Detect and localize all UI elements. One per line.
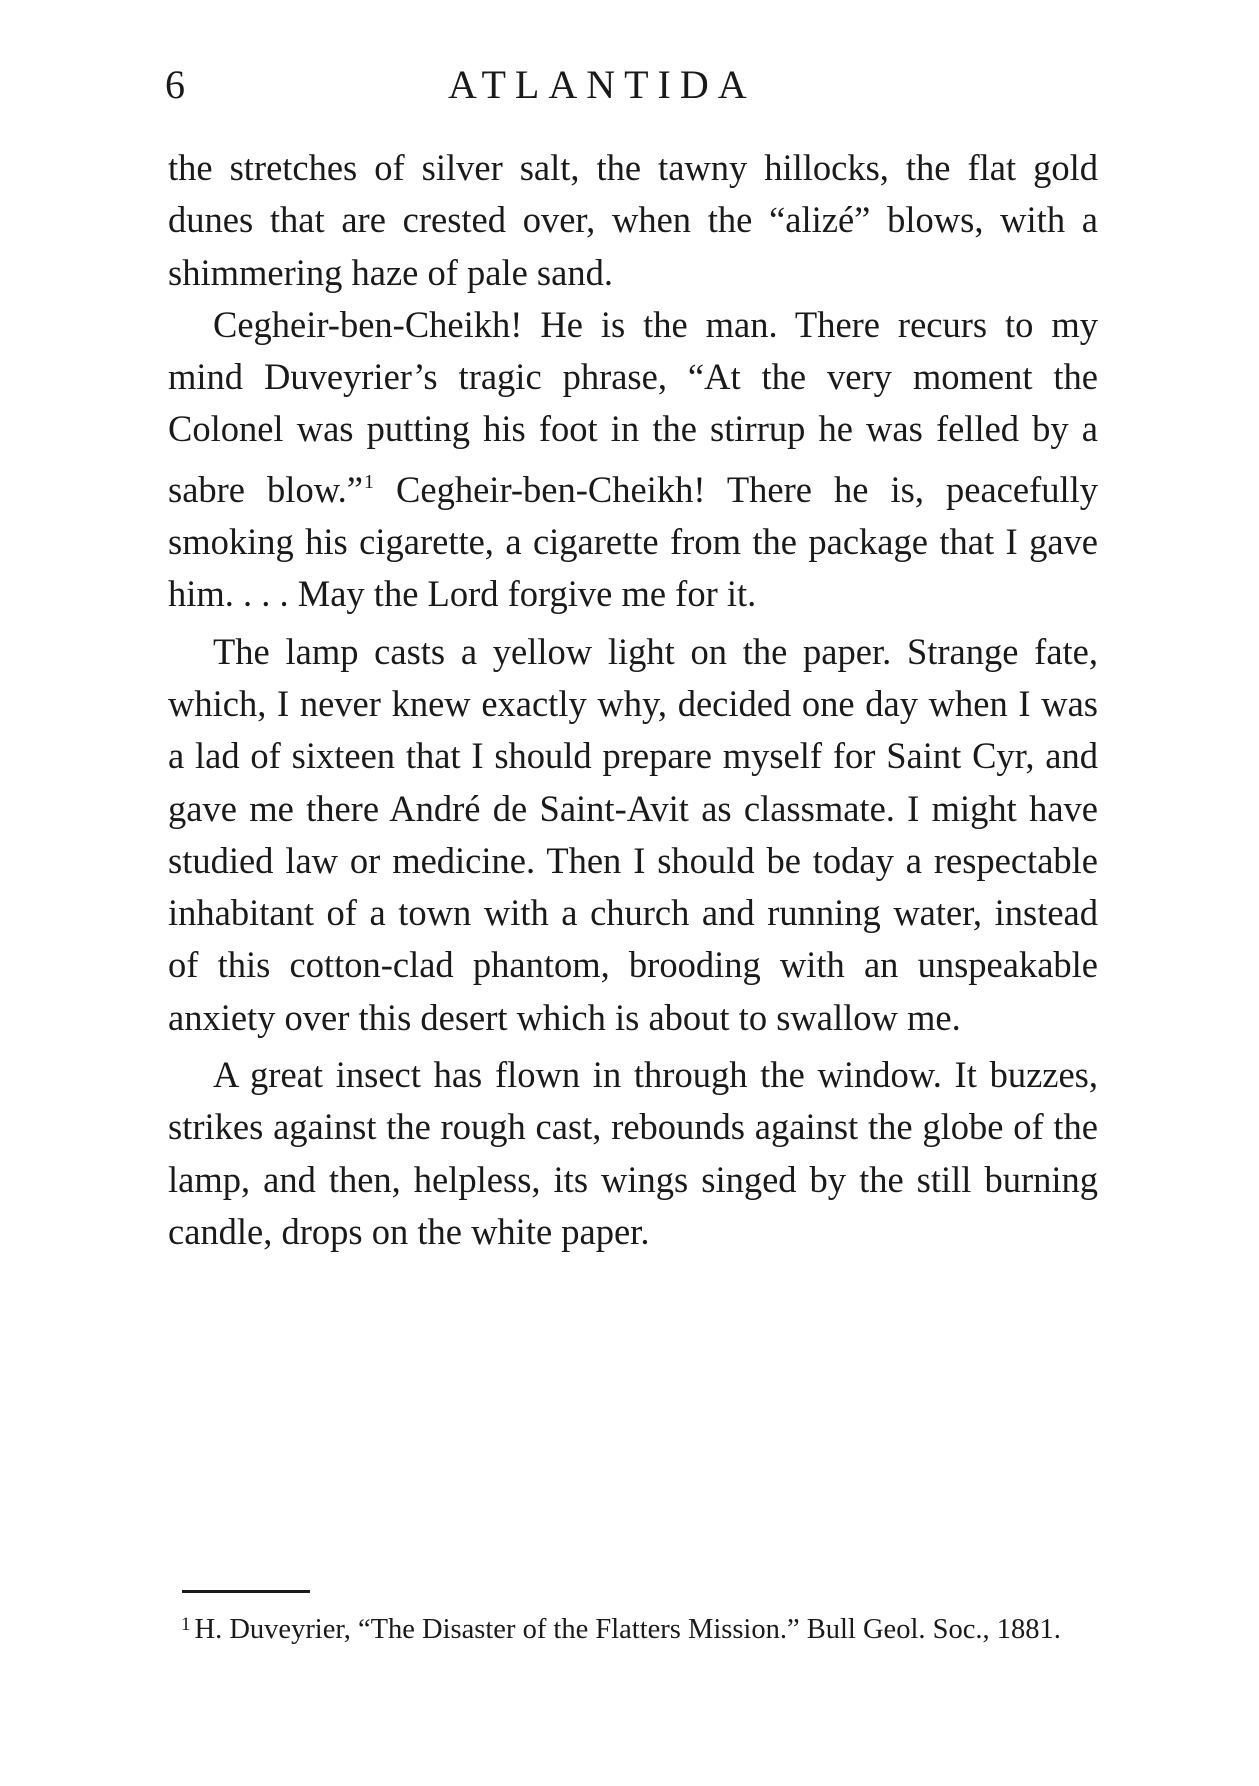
paragraph: A great insect has flown in through the window. It buzzes, strikes against the rough cast, rebounds against the globe of the lamp, and then, helpless, its wings singed by the still burning candle, drops on the white paper. — [168, 1054, 1098, 1252]
paragraph-text: Cegheir-ben-Cheikh! He is the man. There recurs to my mind Duveyrier’s tragic phrase, “At the very moment the Colonel was putting his foot in the stirrup he was felled by a sabre blow.” — [168, 303, 1098, 510]
running-title: ATLANTIDA — [448, 62, 756, 107]
page-number: 6 — [165, 62, 186, 107]
footnote-divider — [182, 1590, 310, 1593]
paragraph-text: Cegheir-ben-Cheikh! There he is, peacefully smoking his cigarette, a cigarette from the package that I gave him. . . . May the Lord forgive me for it. — [168, 468, 1099, 615]
footnote-marker: 1 — [181, 1614, 191, 1635]
page-header — [165, 55, 1100, 115]
footnote — [181, 1603, 1097, 1651]
paragraph: The lamp casts a yellow light on the paper. Strange fate, which, I never knew exactly why, decided one day when I was a lad of sixteen that I should prepare myself for Saint Cyr, and gave me there André de Saint-Avit as classmate. I might have studied law or medicine. Then I should be today a respectable inhabitant of a town with a church and running water, instead of this cotton-clad phantom, brooding with an unspeakable anxiety over this desert which is about to swallow me. — [168, 630, 1098, 1038]
body-text — [168, 142, 1098, 1258]
paragraph — [168, 299, 1098, 621]
footnote-text: H. Duveyrier, “The Disaster of the Flatters Mission.” Bull Geol. Soc., 1881. — [194, 1614, 1061, 1645]
paragraph: the stretches of silver salt, the tawny hillocks, the flat gold dunes that are crested over, when the “alizé” blows, with a shimmering haze of pale sand. — [168, 147, 1098, 293]
footnote-reference: 1 — [364, 470, 375, 493]
